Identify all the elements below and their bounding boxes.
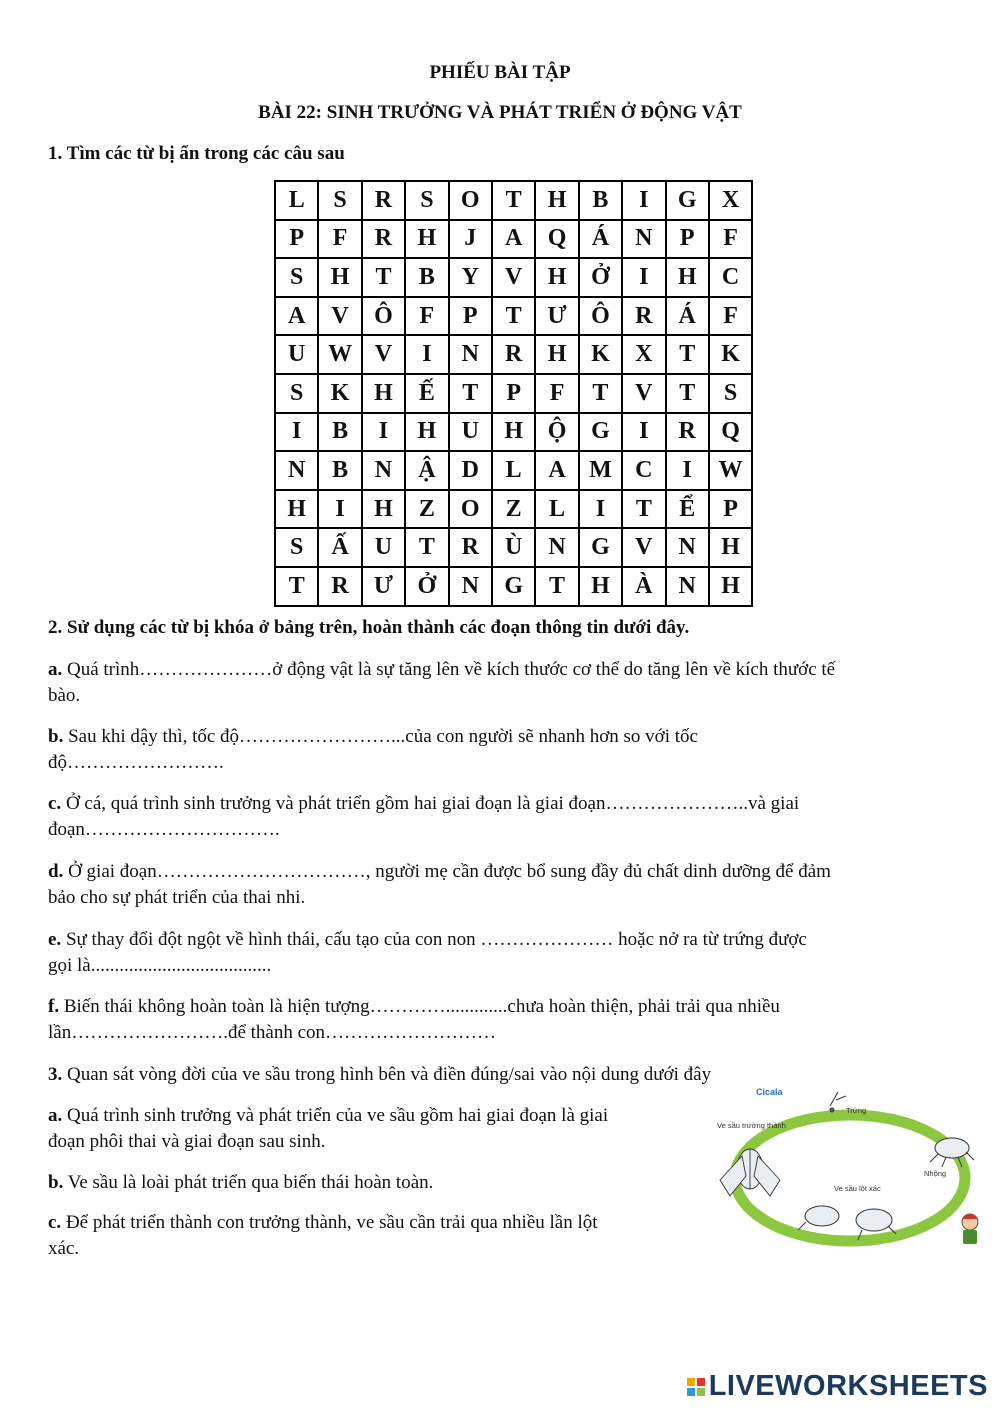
item-text: Ở cá, quá trình sinh trưởng và phát triển gồm hai giai đoạn là giai đoạn…………………..và giai [61, 793, 800, 814]
grid-cell: S [709, 374, 752, 413]
grid-cell: W [318, 335, 361, 374]
item-text-cont: bảo cho sự phát triển của thai nhi. [48, 887, 306, 908]
grid-cell: I [579, 490, 622, 529]
item-text-cont: lần…………………….để thành con……………………… [48, 1022, 497, 1043]
grid-cell: P [666, 220, 709, 259]
item-label: f. [48, 996, 60, 1017]
item-label: a. [48, 659, 63, 680]
grid-cell: Ô [579, 297, 622, 336]
grid-cell: U [449, 413, 492, 452]
molting-label: Ve sầu lột xác [834, 1184, 881, 1193]
grid-cell: F [709, 297, 752, 336]
grid-cell: H [535, 335, 578, 374]
grid-cell: R [666, 413, 709, 452]
item-text: Ve sầu là loài phát triển qua biến thái hoàn toàn. [63, 1172, 434, 1193]
grid-cell: F [405, 297, 448, 336]
grid-cell: N [666, 567, 709, 606]
grid-row [275, 220, 752, 259]
item-text: Biến thái không hoàn toàn là hiện tượng………….............chưa hoàn thiện, phải trải qua nhiều [59, 996, 780, 1017]
grid-cell: F [318, 220, 361, 259]
grid-cell: O [449, 181, 492, 220]
grid-cell: Ế [405, 374, 448, 413]
grid-cell: V [622, 528, 665, 567]
question-1-heading: 1. Tìm các từ bị ẩn trong các câu sau [48, 143, 345, 164]
adult-cicada-drawing [720, 1149, 780, 1196]
grid-cell: À [622, 567, 665, 606]
grid-cell: P [449, 297, 492, 336]
grid-cell: X [622, 335, 665, 374]
item-text-cont: bào. [48, 685, 81, 706]
grid-cell: G [666, 181, 709, 220]
figure-title: Cicala [756, 1087, 783, 1097]
grid-row [275, 490, 752, 529]
grid-cell: V [362, 335, 405, 374]
grid-cell: T [579, 374, 622, 413]
grid-cell: H [405, 220, 448, 259]
grid-cell: Ể [666, 490, 709, 529]
grid-cell: V [318, 297, 361, 336]
cartoon-kid-icon [962, 1214, 978, 1245]
grid-cell: U [275, 335, 318, 374]
q2-item-d [48, 859, 963, 911]
grid-cell: I [362, 413, 405, 452]
item-text: Sự thay đổi đột ngột về hình thái, cấu tạo của con non ………………… hoặc nở ra từ trứng được [61, 929, 807, 950]
cicada-life-cycle-figure [712, 1084, 992, 1254]
grid-cell: Á [666, 297, 709, 336]
grid-cell: B [318, 413, 361, 452]
grid-row [275, 258, 752, 297]
grid-cell: Y [449, 258, 492, 297]
grid-cell: R [362, 181, 405, 220]
grid-cell: T [666, 374, 709, 413]
grid-cell: R [362, 220, 405, 259]
grid-cell: N [666, 528, 709, 567]
grid-cell: B [579, 181, 622, 220]
grid-cell: J [449, 220, 492, 259]
grid-cell: H [709, 567, 752, 606]
item-label: a. [48, 1105, 63, 1126]
item-text: Quá trình sinh trưởng và phát triển của ve sầu gồm hai giai đoạn là giai [62, 1105, 609, 1126]
grid-row [275, 528, 752, 567]
grid-cell: K [709, 335, 752, 374]
grid-cell: K [318, 374, 361, 413]
item-label: 3. [48, 1064, 63, 1085]
grid-cell: I [666, 451, 709, 490]
grid-row [275, 413, 752, 452]
liveworksheets-logo-icon [687, 1378, 705, 1396]
grid-cell: B [405, 258, 448, 297]
grid-cell: N [449, 567, 492, 606]
grid-cell: T [622, 490, 665, 529]
logo-text: LIVEWORKSHEETS [708, 1370, 988, 1402]
grid-cell: H [275, 490, 318, 529]
word-search-grid [274, 180, 753, 607]
grid-cell: N [362, 451, 405, 490]
grid-cell: L [535, 490, 578, 529]
grid-cell: Ù [492, 528, 535, 567]
grid-cell: P [492, 374, 535, 413]
grid-cell: I [622, 258, 665, 297]
grid-cell: Q [709, 413, 752, 452]
item-label: d. [48, 861, 64, 882]
q2-item-c [48, 791, 963, 843]
grid-cell: S [275, 258, 318, 297]
grid-cell: Á [579, 220, 622, 259]
grid-cell: Ô [362, 297, 405, 336]
q3-item-a [48, 1103, 708, 1155]
liveworksheets-logo [687, 1370, 988, 1403]
grid-cell: K [579, 335, 622, 374]
grid-cell: R [449, 528, 492, 567]
grid-row [275, 335, 752, 374]
grid-cell: T [492, 181, 535, 220]
grid-cell: T [666, 335, 709, 374]
lesson-title: BÀI 22: SINH TRƯỞNG VÀ PHÁT TRIỂN Ở ĐỘNG VẬT [258, 102, 742, 123]
grid-cell: C [709, 258, 752, 297]
grid-cell: X [709, 181, 752, 220]
grid-cell: I [622, 413, 665, 452]
grid-cell: H [405, 413, 448, 452]
grid-cell: Ư [362, 567, 405, 606]
grid-cell: R [492, 335, 535, 374]
grid-cell: D [449, 451, 492, 490]
item-text-cont: xác. [48, 1238, 80, 1259]
grid-cell: R [622, 297, 665, 336]
grid-cell: H [535, 181, 578, 220]
grid-cell: I [622, 181, 665, 220]
grid-cell: S [405, 181, 448, 220]
adult-label: Ve sầu trưởng thành [717, 1121, 786, 1130]
grid-row [275, 297, 752, 336]
grid-cell: G [579, 528, 622, 567]
item-text: Ở giai đoạn……………………………, người mẹ cần được bổ sung đầy đủ chất dinh dưỡng để đảm [63, 861, 831, 882]
grid-cell: H [362, 374, 405, 413]
egg-drawing [830, 1092, 846, 1112]
grid-cell: H [362, 490, 405, 529]
grid-cell: I [405, 335, 448, 374]
grid-cell: Ở [405, 567, 448, 606]
grid-cell: G [492, 567, 535, 606]
grid-cell: G [579, 413, 622, 452]
grid-cell: T [492, 297, 535, 336]
grid-cell: Ấ [318, 528, 361, 567]
grid-cell: P [275, 220, 318, 259]
grid-cell: Q [535, 220, 578, 259]
q3-item-b [48, 1170, 708, 1196]
grid-cell: F [709, 220, 752, 259]
q2-item-f [48, 994, 963, 1046]
item-text: Sau khi dậy thì, tốc độ……………………...của con người sẽ nhanh hơn so với tốc [63, 726, 698, 747]
grid-row [275, 567, 752, 606]
grid-cell: A [492, 220, 535, 259]
grid-cell: H [318, 258, 361, 297]
grid-cell: T [535, 567, 578, 606]
grid-cell: F [535, 374, 578, 413]
item-text: Quá trình…………………ở động vật là sự tăng lên về kích thước cơ thể do tăng lên về kích thước tế [62, 659, 836, 680]
item-text-cont: đoạn phôi thai và giai đoạn sau sinh. [48, 1131, 326, 1152]
grid-cell: Z [405, 490, 448, 529]
grid-cell: Ở [579, 258, 622, 297]
q2-item-e [48, 927, 963, 979]
grid-cell: H [709, 528, 752, 567]
grid-cell: Ậ [405, 451, 448, 490]
grid-cell: L [492, 451, 535, 490]
grid-cell: O [449, 490, 492, 529]
nymph-label: Nhộng [924, 1169, 947, 1178]
grid-cell: B [318, 451, 361, 490]
grid-cell: V [492, 258, 535, 297]
grid-cell: A [535, 451, 578, 490]
grid-cell: S [318, 181, 361, 220]
grid-cell: S [275, 528, 318, 567]
grid-cell: H [492, 413, 535, 452]
grid-cell: T [362, 258, 405, 297]
item-text: Quan sát vòng đời của ve sầu trong hình bên và điền đúng/sai vào nội dung dưới đây [62, 1064, 712, 1085]
grid-cell: L [275, 181, 318, 220]
item-text-cont: độ……………………. [48, 752, 224, 773]
grid-row [275, 374, 752, 413]
grid-cell: M [579, 451, 622, 490]
grid-cell: R [318, 567, 361, 606]
q3-item-c [48, 1210, 708, 1262]
grid-cell: N [275, 451, 318, 490]
worksheet-title: PHIẾU BÀI TẬP [429, 62, 571, 83]
grid-cell: C [622, 451, 665, 490]
item-text: Để phát triển thành con trưởng thành, ve sầu cần trải qua nhiều lần lột [61, 1212, 598, 1233]
grid-cell: H [666, 258, 709, 297]
item-label: b. [48, 1172, 64, 1193]
grid-cell: I [275, 413, 318, 452]
grid-cell: N [449, 335, 492, 374]
egg-label: Trứng [846, 1106, 867, 1115]
item-label: b. [48, 726, 64, 747]
q2-item-a [48, 657, 963, 709]
item-label: c. [48, 793, 62, 814]
item-label: e. [48, 929, 62, 950]
question-2-heading: 2. Sử dụng các từ bị khóa ở bảng trên, hoàn thành các đoạn thông tin dưới đây. [48, 617, 690, 638]
grid-cell: S [275, 374, 318, 413]
grid-cell: A [275, 297, 318, 336]
grid-row [275, 181, 752, 220]
grid-cell: P [709, 490, 752, 529]
grid-cell: I [318, 490, 361, 529]
grid-cell: U [362, 528, 405, 567]
grid-cell: H [535, 258, 578, 297]
item-text-cont: đoạn…………………………. [48, 819, 280, 840]
grid-cell: N [535, 528, 578, 567]
grid-row [275, 451, 752, 490]
grid-cell: T [405, 528, 448, 567]
grid-cell: H [579, 567, 622, 606]
q2-item-b [48, 724, 963, 776]
grid-cell: N [622, 220, 665, 259]
grid-cell: Ộ [535, 413, 578, 452]
grid-cell: Z [492, 490, 535, 529]
item-text-cont: gọi là...................................... [48, 955, 272, 976]
item-label: c. [48, 1212, 62, 1233]
grid-cell: W [709, 451, 752, 490]
grid-cell: T [275, 567, 318, 606]
grid-cell: V [622, 374, 665, 413]
grid-cell: T [449, 374, 492, 413]
grid-cell: Ư [535, 297, 578, 336]
